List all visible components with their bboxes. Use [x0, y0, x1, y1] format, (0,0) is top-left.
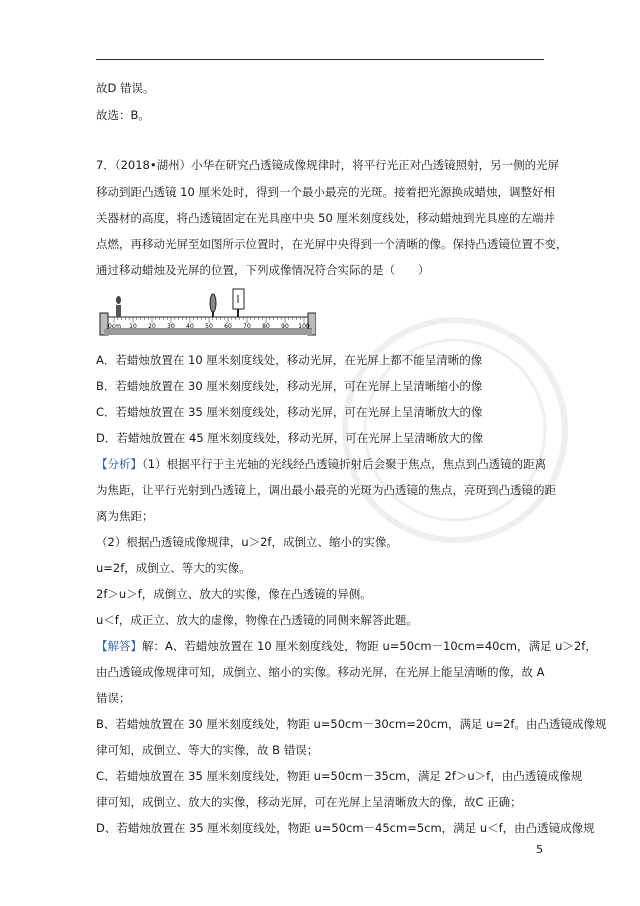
- ruler-label: 50: [205, 323, 213, 330]
- ruler-label: 30: [167, 323, 175, 330]
- ruler-label: 90: [281, 323, 289, 330]
- question-line: 7．（2018•湖州）小华在研究凸透镜成像规律时，将平行光正对凸透镜照射，另一侧的光屏: [96, 158, 560, 172]
- answer-line: 律可知，成倒立、放大的实像，移动光屏，可在光屏上呈清晰放大的像，故C 正确；: [96, 795, 522, 809]
- answer-line: C、若蜡烛放置在 35 厘米刻度线处，物距 u=50cm－35cm，满足 2f＞u＞f，由凸透镜成像规: [96, 769, 583, 783]
- analysis-text: （1）根据平行于主光轴的光线经凸透镜折射后会聚于焦点，焦点到凸透镜的距离: [142, 457, 547, 471]
- option-c: C．若蜡烛放置在 35 厘米刻度线处，移动光屏，可在光屏上呈清晰放大的像: [96, 405, 483, 419]
- analysis-line: u＜f，成正立、放大的虚像，物像在凸透镜的同侧来解答此题。: [96, 613, 418, 627]
- answer-line: 律可知，成倒立、等大的实像，故 B 错误；: [96, 743, 319, 757]
- analysis-line: u=2f，成倒立、等大的实像。: [96, 561, 251, 575]
- question-line: 移动到距凸透镜 10 厘米处时，得到一个最小最亮的光斑。接着把光源换成蜡烛，调整好相: [96, 185, 555, 199]
- ruler-label: 100: [298, 323, 310, 330]
- ruler-label: 80: [262, 323, 270, 330]
- ruler-label: 20: [148, 323, 156, 330]
- analysis-line: 为焦距，让平行光射到凸透镜上，调出最小最亮的光斑为凸透镜的焦点，亮斑到凸透镜的距: [96, 483, 556, 497]
- text-line: 故D 错误。: [96, 81, 155, 95]
- convex-lens-icon: [210, 294, 216, 317]
- optical-bench-figure: [96, 283, 316, 345]
- option-a: A．若蜡烛放置在 10 厘米刻度线处，移动光屏，在光屏上都不能呈清晰的像: [96, 353, 483, 367]
- watermark-seal: [330, 300, 580, 560]
- option-d: D．若蜡烛放置在 45 厘米刻度线处，移动光屏，可在光屏上呈清晰放大的像: [96, 431, 484, 445]
- candle-icon: [116, 296, 121, 317]
- ruler-label: 70: [243, 323, 251, 330]
- answer-tag: 【解答】: [96, 639, 142, 653]
- answer-line: [96, 638, 597, 654]
- answer-line: B、若蜡烛放置在 30 厘米刻度线处，物距 u=50cm－30cm=20cm，满足 u=2f。由凸透镜成像规: [96, 717, 607, 731]
- ruler-label: 60: [224, 323, 232, 330]
- page-number: 5: [536, 843, 543, 856]
- answer-line: 由凸透镜成像规律可知，成倒立、缩小的实像。移动光屏，在光屏上能呈清晰的像，故 A: [96, 665, 545, 679]
- answer-line: 错误；: [96, 691, 131, 705]
- text-line: 故选：B。: [96, 108, 150, 122]
- option-b: B．若蜡烛放置在 30 厘米刻度线处，移动光屏，可在光屏上呈清晰缩小的像: [96, 379, 483, 393]
- analysis-tag: 【分析】: [96, 457, 142, 471]
- analysis-line: 离为焦距；: [96, 509, 154, 523]
- question-line: 点燃，再移动光屏至如图所示位置时，在光屏中央得到一个清晰的像。保持凸透镜位置不变，: [96, 237, 568, 251]
- light-screen-icon: [233, 289, 244, 317]
- question-line: 通过移动蜡烛及光屏的位置，下列成像情况符合实际的是（ ）: [96, 263, 430, 277]
- question-line: 关器材的高度，将凸透镜固定在光具座中央 50 厘米刻度线处，移动蜡烛到光具座的左端并: [96, 211, 555, 225]
- header-rule: [96, 59, 544, 60]
- analysis-line: 2f＞u＞f，成倒立、放大的实像，像在凸透镜的异侧。: [96, 587, 372, 601]
- answer-text: 解：A、若蜡烛放置在 10 厘米刻度线处，物距 u=50cm－10cm=40cm，满足 u＞2f，: [142, 639, 597, 653]
- ruler-label: 0cm: [108, 323, 121, 330]
- analysis-line: （2）根据凸透镜成像规律，u＞2f，成倒立、缩小的实像。: [96, 535, 398, 549]
- answer-line: D、若蜡烛放置在 35 厘米刻度线处，物距 u=50cm－45cm=5cm，满足 u＜f，由凸透镜成像规: [96, 821, 595, 835]
- ruler-label: 10: [129, 323, 137, 330]
- ruler-label: 40: [186, 323, 194, 330]
